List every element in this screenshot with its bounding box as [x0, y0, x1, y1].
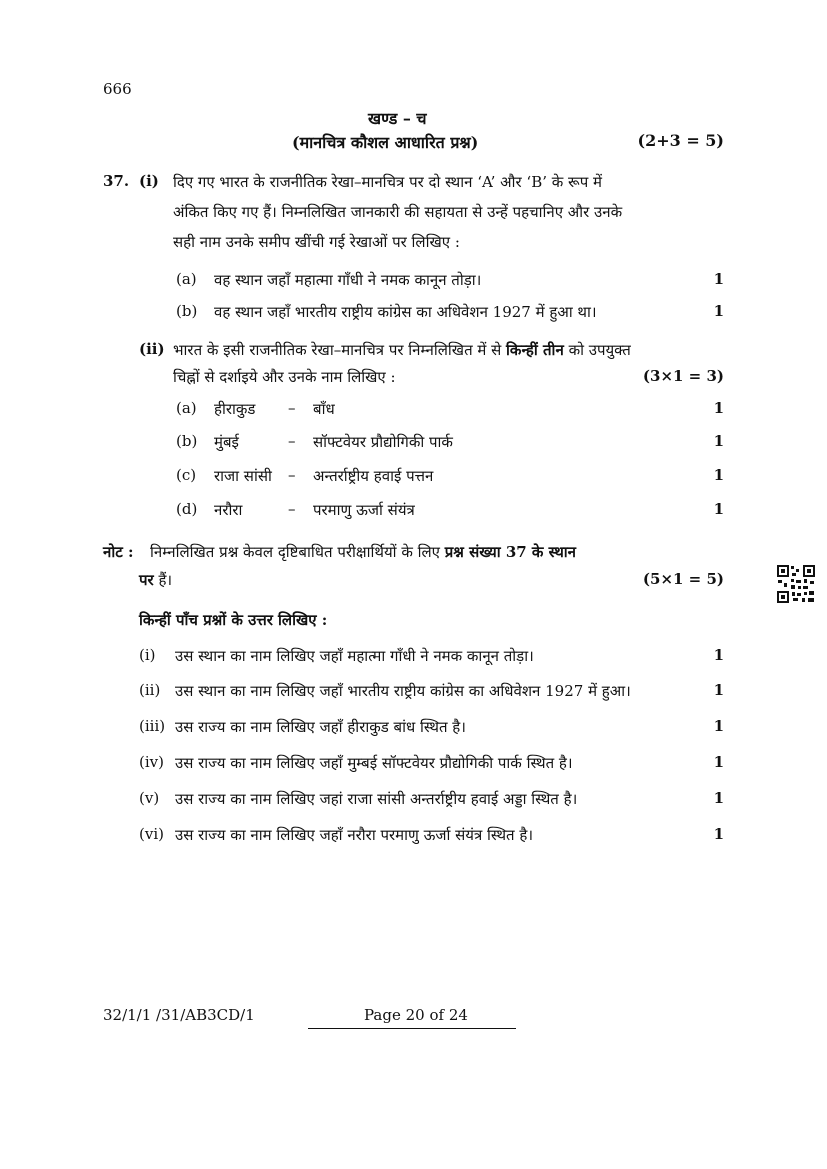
part-ii-item-place: नरौरा: [214, 501, 243, 519]
part-ii-item-marks: 1: [713, 466, 724, 484]
part-ii-marks: (3×1 = 3): [642, 367, 724, 385]
part-ii-item-dash: –: [288, 432, 296, 450]
vi-question-marks: 1: [713, 753, 724, 771]
part-i-item-label: (b): [176, 302, 198, 320]
note-line-1-bold: प्रश्न संख्या 37 के स्थान: [444, 543, 577, 561]
part-i-line-3: सही नाम उनके समीप खींची गई रेखाओं पर लिखिए :: [173, 233, 460, 251]
vi-question-marks: 1: [713, 646, 724, 664]
vi-question-label: (v): [139, 789, 160, 807]
part-i-item-text: वह स्थान जहाँ भारतीय राष्ट्रीय कांग्रेस का अधिवेशन 1927 में हुआ था।: [214, 303, 597, 321]
footer-code: 32/1/1 /31/AB3CD/1: [103, 1006, 255, 1024]
part-ii-item-place: राजा सांसी: [214, 467, 272, 485]
part-i-label: (i): [139, 172, 159, 190]
part-ii-item-dash: –: [288, 399, 296, 417]
note-line-2-post: हैं।: [158, 571, 173, 589]
part-ii-item-dash: –: [288, 500, 296, 518]
part-ii-line-1-bold: किन्हीं तीन: [506, 341, 564, 359]
qr-code-icon: [776, 564, 816, 604]
vi-question-marks: 1: [713, 681, 724, 699]
footer-page-number: Page 20 of 24: [364, 1006, 468, 1024]
vi-question-text: उस राज्य का नाम लिखिए जहाँ मुम्बई सॉफ्टवेयर प्रौद्योगिकी पार्क स्थित है।: [175, 754, 573, 772]
note-line-1-pre: निम्नलिखित प्रश्न केवल दृष्टिबाधित परीक्षार्थियों के लिए: [150, 543, 440, 561]
part-ii-item-marks: 1: [713, 500, 724, 518]
note-marks: (5×1 = 5): [642, 570, 724, 588]
vi-question-marks: 1: [713, 789, 724, 807]
note-line-1: [150, 542, 576, 562]
part-ii-item-place: मुंबई: [214, 433, 239, 451]
instruction: किन्हीं पाँच प्रश्नों के उत्तर लिखिए :: [139, 611, 328, 629]
part-ii-item-desc: सॉफ्टवेयर प्रौद्योगिकी पार्क: [313, 433, 453, 451]
vi-question-marks: 1: [713, 825, 724, 843]
question-number: 37.: [103, 172, 130, 190]
footer-divider: [308, 1028, 516, 1029]
vi-question-label: (ii): [139, 681, 161, 699]
part-i-item-marks: 1: [713, 302, 724, 320]
vi-question-label: (vi): [139, 825, 164, 843]
part-ii-item-label: (d): [176, 500, 198, 518]
section-title: खण्ड – च: [368, 109, 427, 128]
part-ii-line-1: [173, 340, 631, 360]
note-line-2: [139, 570, 172, 590]
part-i-item-marks: 1: [713, 270, 724, 288]
section-subtitle: (मानचित्र कौशल आधारित प्रश्न): [292, 133, 479, 152]
vi-question-label: (iii): [139, 717, 166, 735]
note-line-2-bold: पर: [139, 571, 154, 589]
part-ii-item-place: हीराकुड: [214, 400, 256, 418]
vi-question-text: उस राज्य का नाम लिखिए जहाँ नरौरा परमाणु ऊर्जा संयंत्र स्थित है।: [175, 826, 534, 844]
part-ii-item-label: (a): [176, 399, 197, 417]
part-ii-item-marks: 1: [713, 432, 724, 450]
part-ii-line-2: चिह्नों से दर्शाइये और उनके नाम लिखिए :: [173, 368, 396, 386]
part-ii-label: (ii): [139, 340, 165, 358]
vi-question-text: उस स्थान का नाम लिखिए जहाँ भारतीय राष्ट्रीय कांग्रेस का अधिवेशन 1927 में हुआ।: [175, 682, 631, 700]
part-ii-item-label: (b): [176, 432, 198, 450]
page-code: 666: [103, 80, 132, 98]
part-ii-item-dash: –: [288, 466, 296, 484]
note-label: नोट :: [103, 543, 134, 561]
part-ii-item-label: (c): [176, 466, 197, 484]
part-ii-item-desc: बाँध: [313, 400, 335, 418]
section-marks: (2+3 = 5): [637, 131, 724, 150]
part-ii-item-desc: परमाणु ऊर्जा संयंत्र: [313, 501, 415, 519]
vi-question-text: उस राज्य का नाम लिखिए जहां राजा सांसी अन्तर्राष्ट्रीय हवाई अड्डा स्थित है।: [175, 790, 578, 808]
part-ii-line-1-pre: भारत के इसी राजनीतिक रेखा–मानचित्र पर निम्नलिखित में से: [173, 341, 502, 359]
part-i-line-2: अंकित किए गए हैं। निम्नलिखित जानकारी की सहायता से उन्हें पहचानिए और उनके: [173, 203, 623, 221]
part-ii-item-marks: 1: [713, 399, 724, 417]
part-i-line-1: दिए गए भारत के राजनीतिक रेखा–मानचित्र पर दो स्थान ‘A’ और ‘B’ के रूप में: [173, 173, 602, 191]
vi-question-label: (i): [139, 646, 156, 664]
part-ii-line-1-post: को उपयुक्त: [568, 341, 631, 359]
part-i-item-label: (a): [176, 270, 197, 288]
vi-question-text: उस राज्य का नाम लिखिए जहाँ हीराकुड बांध स्थित है।: [175, 718, 466, 736]
part-i-item-text: वह स्थान जहाँ महात्मा गाँधी ने नमक कानून तोड़ा।: [214, 271, 482, 289]
vi-question-text: उस स्थान का नाम लिखिए जहाँ महात्मा गाँधी ने नमक कानून तोड़ा।: [175, 647, 534, 665]
vi-question-marks: 1: [713, 717, 724, 735]
part-ii-item-desc: अन्तर्राष्ट्रीय हवाई पत्तन: [313, 467, 434, 485]
vi-question-label: (iv): [139, 753, 164, 771]
